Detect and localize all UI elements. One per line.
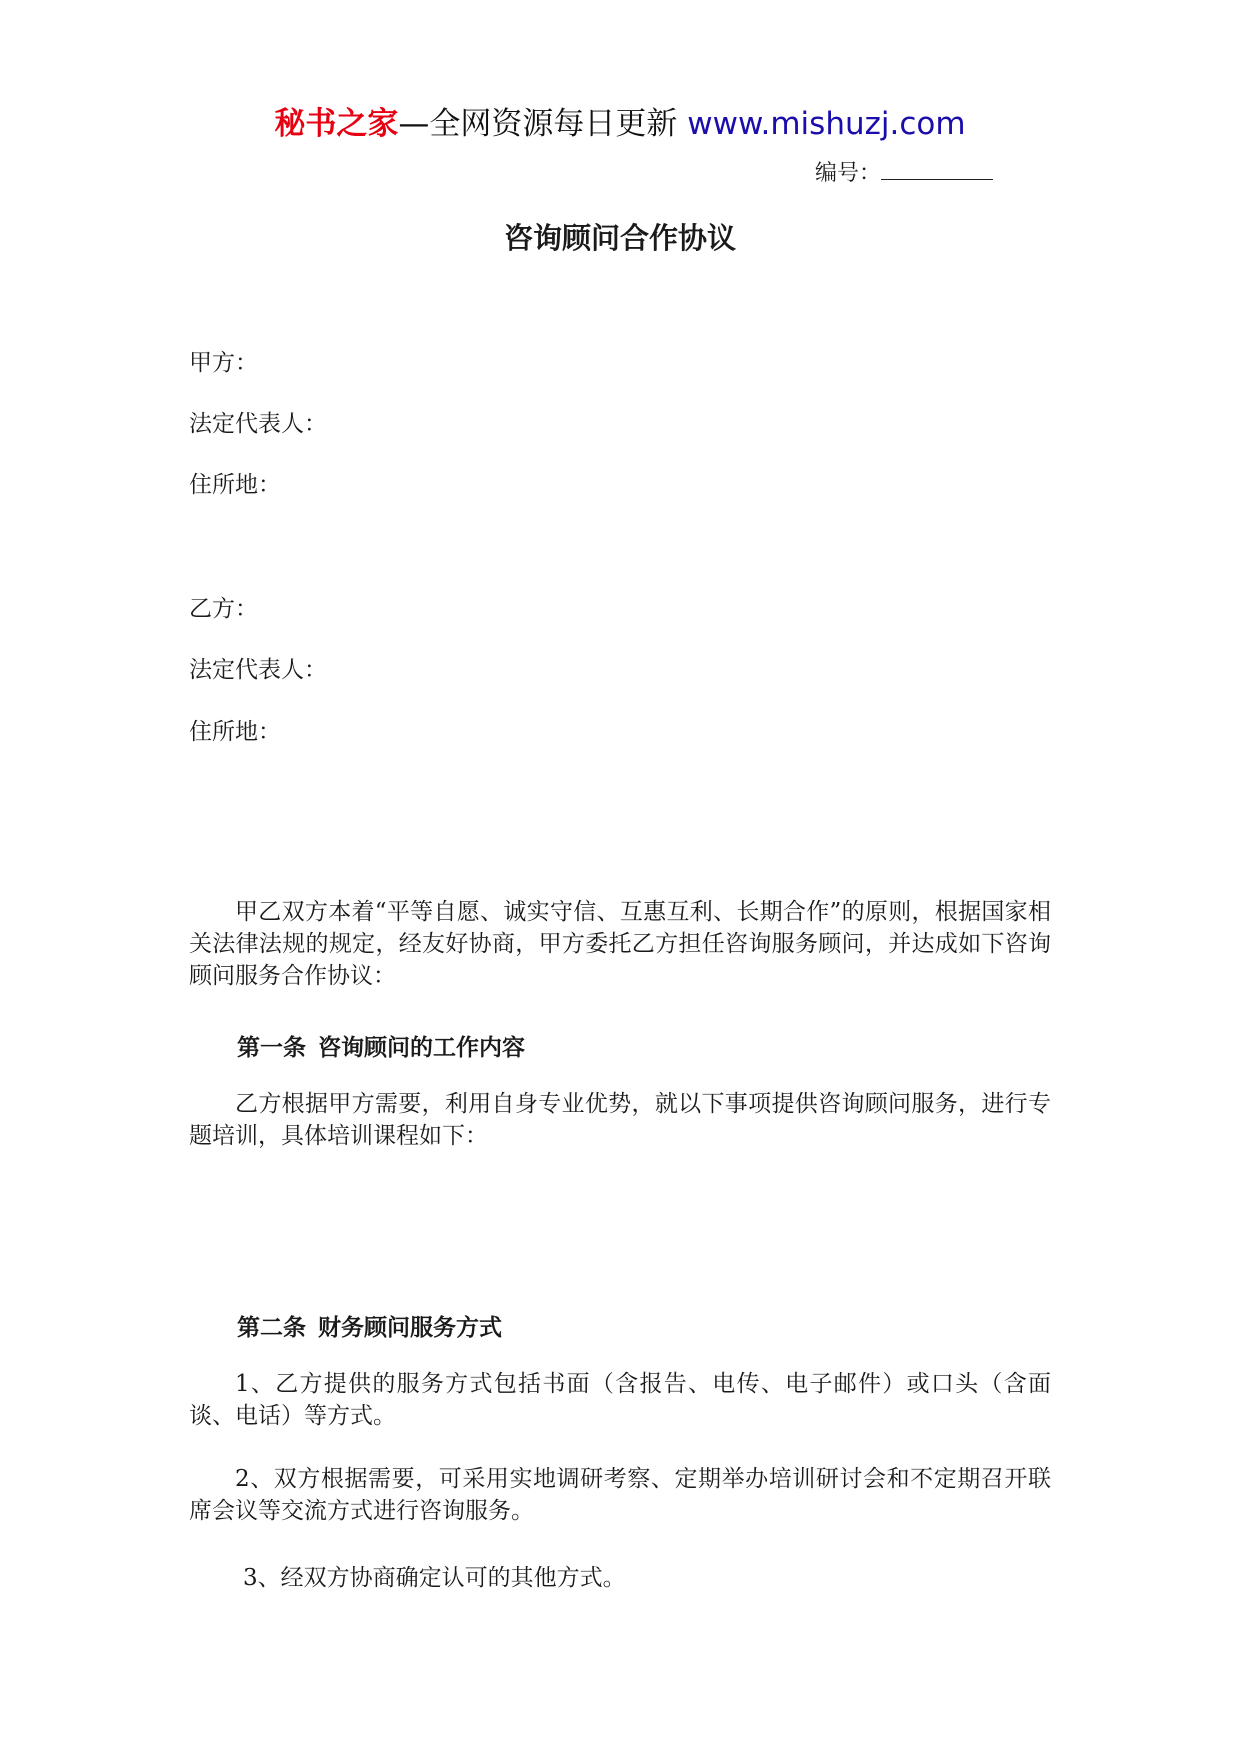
- party-a-representative: 法定代表人：: [189, 411, 327, 437]
- party-b-representative: 法定代表人：: [189, 657, 327, 683]
- article-2-item-2: 2、双方根据需要，可采用实地调研考察、定期举办培训研讨会和不定期召开联席会议等交流方式进行咨询服务。: [189, 1466, 1051, 1524]
- party-a-address: 住所地：: [189, 472, 281, 498]
- party-b-label: 乙方：: [189, 596, 258, 622]
- site-url-link[interactable]: www.mishuzj.com: [687, 106, 966, 142]
- party-a-label: 甲方：: [189, 350, 258, 376]
- site-slogan: —全网资源每日更新: [398, 106, 688, 142]
- brand-name: 秘书之家: [274, 106, 399, 142]
- article-2-item-3: 3、经双方协商确定认可的其他方式。: [243, 1565, 626, 1591]
- document-title: 咨询顾问合作协议: [503, 221, 736, 255]
- party-b-address: 住所地：: [189, 719, 281, 745]
- article-1-heading: 第一条 咨询顾问的工作内容: [237, 1035, 526, 1061]
- site-header: [0, 98, 1240, 143]
- article-2-heading: 第二条 财务顾问服务方式: [237, 1315, 503, 1341]
- article-1-body: 乙方根据甲方需要，利用自身专业优势，就以下事项提供咨询顾问服务，进行专题培训，具体培训课程如下：: [189, 1091, 1051, 1149]
- document-number-blank: [881, 159, 993, 180]
- document-number: [815, 156, 993, 187]
- article-2-item-1: 1、乙方提供的服务方式包括书面（含报告、电传、电子邮件）或口头（含面谈、电话）等方式。: [189, 1371, 1051, 1429]
- document-number-label: 编号：: [815, 161, 882, 186]
- preamble-paragraph: 甲乙双方本着“平等自愿、诚实守信、互惠互利、长期合作”的原则，根据国家相关法律法规的规定，经友好协商，甲方委托乙方担任咨询服务顾问，并达成如下咨询顾问服务合作协议：: [189, 899, 1051, 989]
